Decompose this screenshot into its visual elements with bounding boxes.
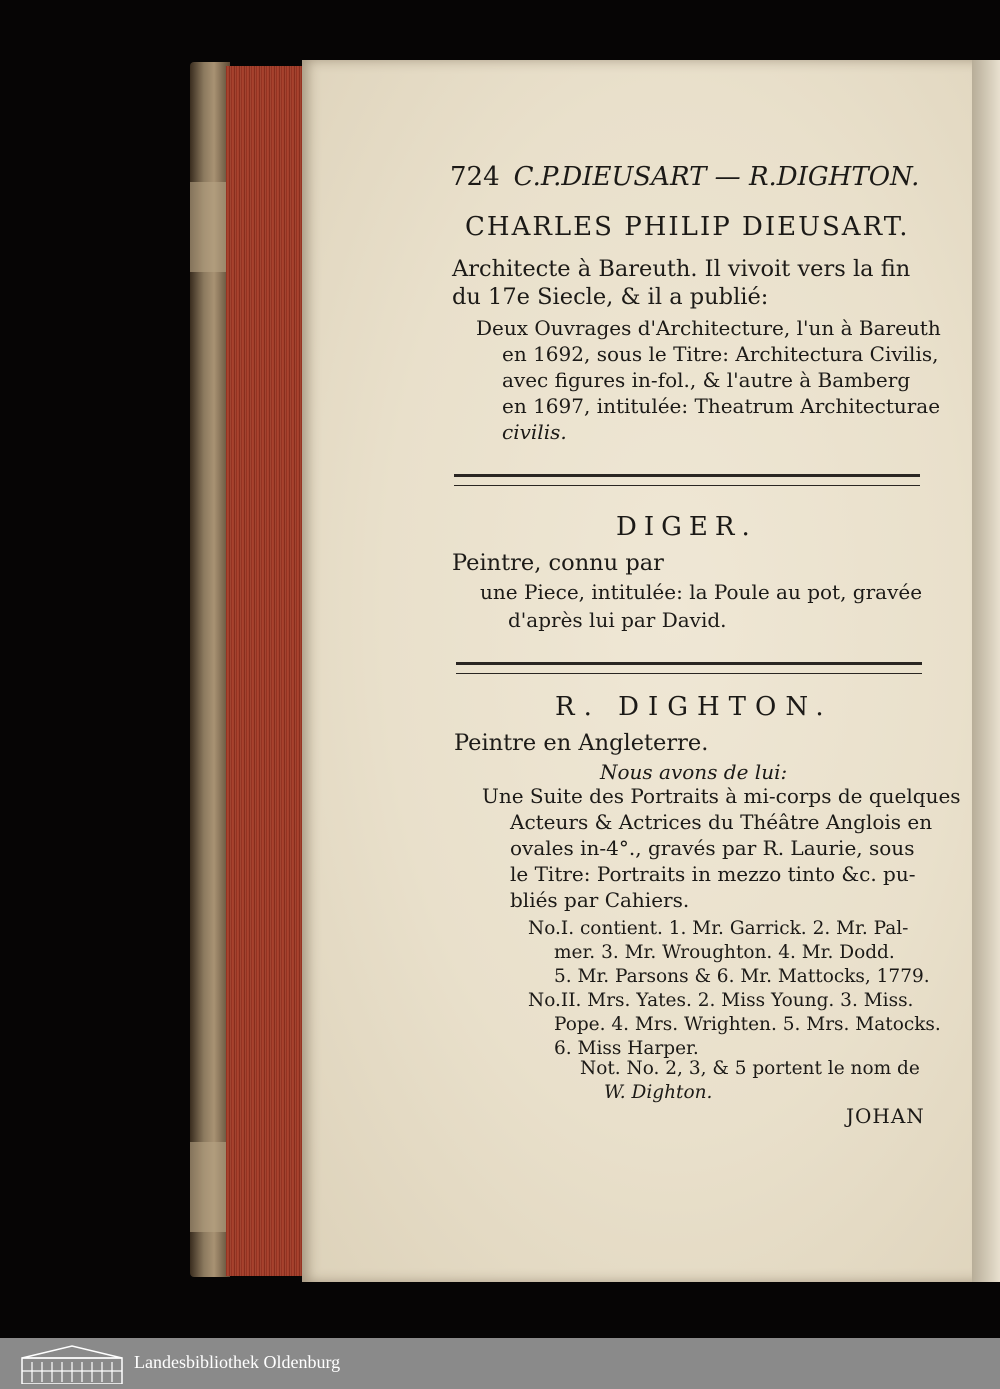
entry-line: W. Dighton. (604, 1082, 713, 1103)
entry-line: mer. 3. Mr. Wroughton. 4. Mr. Dodd. (554, 942, 895, 963)
ornamental-rule (454, 474, 920, 486)
entry-line: Acteurs & Actrices du Théâtre Anglois en (510, 810, 933, 834)
page-number: 724 (450, 162, 500, 192)
book-spine (190, 62, 230, 1277)
catchword: JOHAN (846, 1104, 925, 1128)
entry-heading-dieusart: CHARLES PHILIP DIEUSART. (465, 212, 910, 242)
entry-line: Deux Ouvrages d'Architecture, l'un à Bareuth (476, 316, 941, 340)
running-head-title: C.P.DIEUSART — R.DIGHTON. (513, 162, 920, 192)
entry-line: 6. Miss Harper. (554, 1038, 699, 1059)
entry-line: d'après lui par David. (508, 608, 727, 632)
entry-line: ovales in-4°., gravés par R. Laurie, sous (510, 836, 915, 860)
facing-page-edge (972, 60, 1000, 1282)
page-edges (226, 66, 306, 1276)
entry-line: bliés par Cahiers. (510, 888, 690, 912)
entry-line: Une Suite des Portraits à mi-corps de quelques (482, 784, 961, 808)
entry-line: Pope. 4. Mrs. Wrighten. 5. Mrs. Matocks. (554, 1014, 941, 1035)
library-building-icon (20, 1344, 124, 1384)
running-head (450, 162, 919, 192)
entry-line: civilis. (502, 420, 567, 444)
spine-band (190, 182, 230, 272)
entry-line: en 1697, intitulée: Theatrum Architecturae (502, 394, 941, 418)
ornamental-rule (456, 662, 922, 674)
spine-band (190, 1142, 230, 1232)
entry-line: 5. Mr. Parsons & 6. Mr. Mattocks, 1779. (554, 966, 930, 987)
entry-line: Architecte à Bareuth. Il vivoit vers la fin (452, 256, 911, 282)
entry-line: Nous avons de lui: (600, 760, 788, 784)
entry-line: une Piece, intitulée: la Poule au pot, gravée (480, 580, 923, 604)
entry-heading-diger: DIGER. (616, 512, 757, 542)
entry-line: Peintre, connu par (452, 550, 664, 576)
entry-line: No.I. contient. 1. Mr. Garrick. 2. Mr. Pal- (528, 918, 909, 939)
entry-heading-dighton: R. DIGHTON. (555, 692, 833, 722)
library-name: Landesbibliothek Oldenburg (134, 1352, 341, 1372)
entry-line: avec figures in-fol., & l'autre à Bamberg (502, 368, 911, 392)
entry-line: No.II. Mrs. Yates. 2. Miss Young. 3. Miss. (528, 990, 914, 1011)
entry-line: en 1692, sous le Titre: Architectura Civilis, (502, 342, 939, 366)
footer-bar (0, 1338, 1000, 1389)
entry-line: Not. No. 2, 3, & 5 portent le nom de (580, 1058, 920, 1079)
entry-line: Peintre en Angleterre. (454, 730, 709, 756)
entry-line: du 17e Siecle, & il a publié: (452, 284, 769, 310)
entry-line: le Titre: Portraits in mezzo tinto &c. pu- (510, 862, 916, 886)
